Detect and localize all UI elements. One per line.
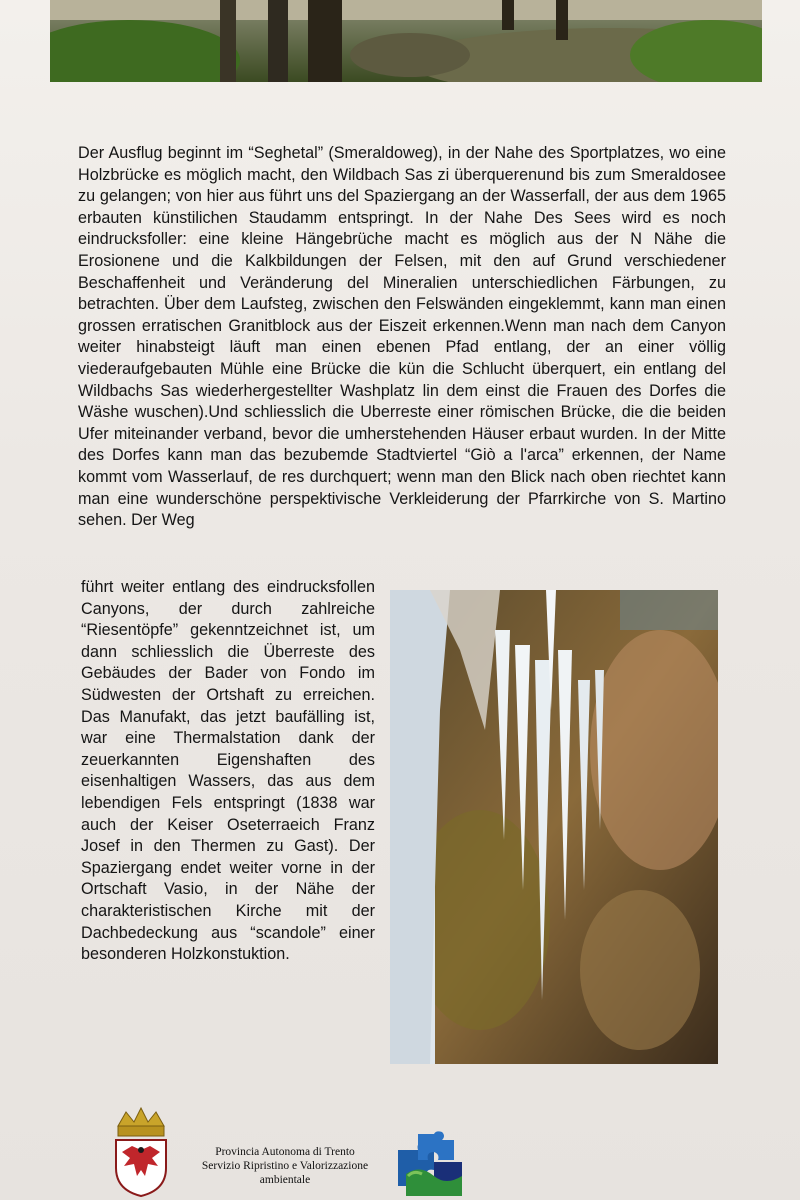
eagle-coat-of-arms-icon bbox=[110, 1106, 172, 1198]
forest-photo bbox=[50, 0, 762, 82]
main-text: Der Ausflug beginnt im “Seghetal” (Smeraldoweg), in der Nahe des Sportplatzes, wo eine Holzbrücke es möglich macht, den Wildbach Sas zi überquerenund bis zum Smeraldosee zu gelangen; von hier aus führt uns del Spaziergang an der Wasserfall, der aus dem 1965 erbauten künstilichen Staudamm entspringt. In der Nahe Des Sees wird es noch eindrucksfoller: eine kleine Hängebrüche macht es möglich aus der N Nähe die Erosionene und die Kalkbildungen der Felsen, mit den auf Grund verschiedener Beschaffenheit und Veränderung del Mineralien unterschiedlichen Färbungen, zu betrachten. Über dem Laufsteg, zwischen den Felswänden eingeklemmt, kann man einen grossen erratischen Granitblock aus der Eiszeit erkennen.Wenn man nach dem Canyon weiter hinabsteigt läuft man einen ebenen Pfad entlang, der an einer völlig viederaufgebauten Mühle eine Brücke die kün die Schlucht überquert, ein entlang del Wildbachs Sas wiederhergestellter Washplatz lin dem einst die Frauen des Dorfes die Wäshe wuschen).Und schliesslich die Uberreste einer römischen Brücke, die die beiden Ufer miteinander verband, bevor die umherstehenden Häuser erbaut wurden. In der Mitte des Dorfes kann man das bezubemde Stadtviertel “Giò a l'arca” erkennen, der Name kommt vom Wasserlauf, de res durchquert; wenn man den Blick nach oben riechtet kann man eine wunderschöne perspektivische Verkleiderung der Pfarrkirche von S. Martino sehen. Der Weg bbox=[78, 144, 726, 530]
footer bbox=[0, 1100, 800, 1200]
forest-photo-art bbox=[50, 0, 762, 82]
footer-line-3: ambientale bbox=[259, 1174, 311, 1186]
footer-line-1: Provincia Autonoma di Trento bbox=[215, 1146, 355, 1158]
icicles-photo bbox=[390, 590, 718, 1064]
footer-line-2: Servizio Ripristino e Valorizzazione bbox=[201, 1160, 369, 1172]
column-text: führt weiter entlang des eindrucksfollen Canyons, der durch zahlreiche “Riesentöpfe” gekenntzeichnet ist, um dann schliesslich die Überreste des Gebäudes der Bader von Fondo im Südwesten der Ortshaft zu erreichen. Das Manufakt, das jetzt baufälling ist, war eine Thermalstation dank der zeuerkannten Eigenshaften des eisenhaltigen Wassers, das aus dem lebendigen Fels entspringt (1838 war auch der Keiser Oseterraeich Franz Josef in den Thermen zu Gast). Der Spaziergang endet weiter vorne in der Ortschaft Vasio, in der Nähe der charakteristischen Kirche mit der Dachbedeckung aus “scandole” einer besonderen Holzkonstuktion. bbox=[81, 578, 375, 964]
footer-institution bbox=[180, 1145, 390, 1187]
icicles-photo-art bbox=[390, 590, 718, 1064]
puzzle-logo-icon bbox=[394, 1130, 466, 1198]
